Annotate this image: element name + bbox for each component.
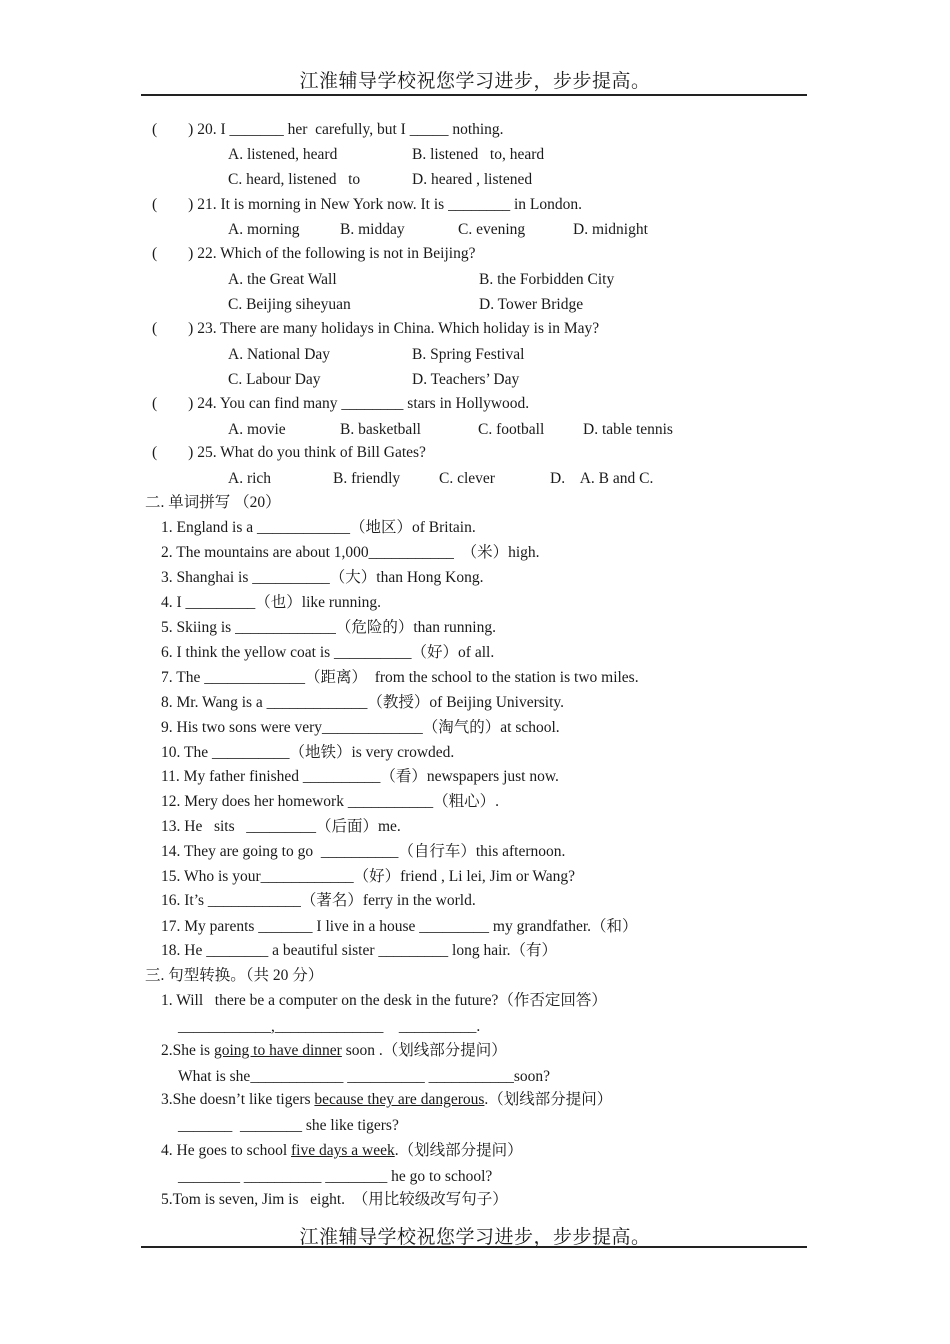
option: A. the Great Wall (228, 271, 337, 288)
answer-line: _______ ________ she like tigers? (178, 1117, 399, 1134)
spelling-item: 17. My parents _______ I live in a house _________ my grandfather.（和） (161, 918, 638, 935)
answer-line: ________ __________ ________ he go to school? (178, 1168, 493, 1185)
option: C. football (478, 421, 545, 438)
spelling-item: 4. I _________（也）like running. (161, 594, 381, 611)
transform-question-2: 2.She is going to have dinner soon .（划线部分提问） (161, 1042, 507, 1059)
option: C. evening (458, 221, 526, 238)
spelling-item: 1. England is a ____________（地区）of Britain. (161, 519, 476, 536)
option: D. A. B and C. (550, 470, 654, 487)
question-24: ( ) 24. You can find many ________ stars in Hollywood. (152, 395, 530, 412)
answer-line: ____________,______________ __________. (178, 1018, 481, 1035)
spelling-item: 8. Mr. Wang is a _____________（教授）of Beijing University. (161, 694, 565, 711)
header-rule (141, 94, 807, 96)
underlined-phrase: five days a week (291, 1142, 395, 1159)
option: A. rich (228, 470, 272, 487)
spelling-item: 14. They are going to go __________（自行车）this afternoon. (161, 843, 566, 860)
question-23: ( ) 23. There are many holidays in China. Which holiday is in May? (152, 320, 600, 337)
answer-line: What is she____________ __________ ___________soon? (178, 1068, 550, 1085)
spelling-item: 16. It’s ____________（著名）ferry in the world. (161, 892, 476, 909)
transform-question-1: 1. Will there be a computer on the desk in the future?（作否定回答） (161, 992, 607, 1009)
option: D. heared , listened (412, 171, 533, 188)
page-header: 江淮辅导学校祝您学习进步，步步提高。 (299, 71, 651, 92)
spelling-item: 13. He sits _________（后面）me. (161, 818, 401, 835)
spelling-item: 9. His two sons were very_____________（淘气的）at school. (161, 719, 560, 736)
option: C. clever (439, 470, 495, 487)
spelling-item: 6. I think the yellow coat is __________（好）of all. (161, 644, 495, 661)
question-20: ( ) 20. I _______ her carefully, but I _____ nothing. (152, 121, 504, 138)
section-title-spelling: 二. 单词拼写 （20） (145, 494, 281, 511)
section-title-transformation: 三. 句型转换。（共 20 分） (145, 967, 324, 984)
underlined-phrase: going to have dinner (213, 1042, 342, 1059)
option: C. Beijing siheyuan (228, 296, 351, 313)
spelling-item: 15. Who is your____________（好）friend , Li lei, Jim or Wang? (161, 868, 576, 885)
question-21: ( ) 21. It is morning in New York now. It is ________ in London. (152, 196, 582, 213)
option: B. Spring Festival (412, 346, 525, 363)
question-25: ( ) 25. What do you think of Bill Gates? (152, 444, 426, 461)
option: A. listened, heard (228, 146, 338, 163)
option: B. basketball (340, 421, 421, 438)
option: D. Teachers’ Day (412, 371, 520, 388)
transform-question-4: 4. He goes to school five days a week.（划线部分提问） (161, 1142, 523, 1159)
option: A. morning (228, 221, 300, 238)
option: B. midday (340, 221, 405, 238)
spelling-item: 5. Skiing is _____________（危险的）than running. (161, 619, 496, 636)
spelling-item: 10. The __________（地铁）is very crowded. (161, 744, 455, 761)
question-22: ( ) 22. Which of the following is not in Beijing? (152, 245, 476, 262)
option: A. National Day (228, 346, 331, 363)
option: B. listened to, heard (412, 146, 545, 163)
spelling-item: 11. My father finished __________（看）newspapers just now. (161, 768, 559, 785)
option: C. Labour Day (228, 371, 321, 388)
spelling-item: 12. Mery does her homework ___________（粗心）. (161, 793, 499, 810)
option: C. heard, listened to (228, 171, 361, 188)
option: D. Tower Bridge (479, 296, 584, 313)
spelling-item: 7. The _____________（距离） from the school to the station is two miles. (161, 669, 639, 686)
option: A. movie (228, 421, 286, 438)
option: B. the Forbidden City (479, 271, 615, 288)
spelling-item: 18. He ________ a beautiful sister _________ long hair.（有） (161, 942, 558, 959)
footer-rule (141, 1246, 807, 1248)
underlined-phrase: because they are dangerous (314, 1091, 485, 1108)
spelling-item: 2. The mountains are about 1,000___________ （米）high. (161, 544, 540, 561)
transform-question-3: 3.She doesn’t like tigers because they are dangerous.（划线部分提问） (161, 1091, 613, 1108)
option: D. midnight (573, 221, 648, 238)
transform-question-5: 5.Tom is seven, Jim is eight. （用比较级改写句子） (161, 1191, 508, 1208)
spelling-item: 3. Shanghai is __________（大）than Hong Kong. (161, 569, 484, 586)
option: D. table tennis (583, 421, 673, 438)
option: B. friendly (333, 470, 401, 487)
page-footer: 江淮辅导学校祝您学习进步，步步提高。 (299, 1227, 651, 1248)
